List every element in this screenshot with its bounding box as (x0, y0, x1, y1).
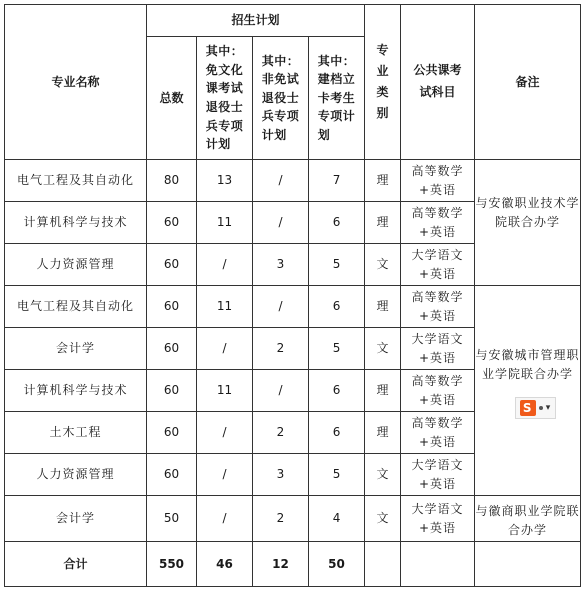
exempt-veterans-cell: / (197, 244, 253, 286)
exempt-veterans-cell: / (197, 412, 253, 454)
header-public-course: 公共课考 试科目 (401, 5, 475, 160)
enrollment-plan-table (4, 4, 581, 587)
exempt-veterans-cell: / (197, 496, 253, 542)
nonexempt-veterans-cell: / (253, 202, 309, 244)
poverty-students-cell: 5 (309, 328, 365, 370)
major-name-cell: 土木工程 (5, 412, 147, 454)
poverty-students-cell: 5 (309, 244, 365, 286)
public-course-cell: 高等数学 +英语 (401, 412, 475, 454)
total-cell: 60 (147, 202, 197, 244)
category-cell: 文 (365, 328, 401, 370)
totals-remarks (475, 542, 581, 587)
totals-poverty-students: 50 (309, 542, 365, 587)
totals-category (365, 542, 401, 587)
totals-label: 合计 (5, 542, 147, 587)
total-cell: 60 (147, 370, 197, 412)
total-cell: 60 (147, 286, 197, 328)
poverty-students-cell: 7 (309, 160, 365, 202)
total-cell: 80 (147, 160, 197, 202)
major-name-cell: 计算机科学与技术 (5, 202, 147, 244)
total-cell: 60 (147, 328, 197, 370)
exempt-veterans-cell: 11 (197, 370, 253, 412)
header-sub-nonexempt-veterans: 其中： 非免试 退役士 兵专项 计划 (253, 37, 309, 160)
poverty-students-cell: 6 (309, 202, 365, 244)
category-cell: 理 (365, 370, 401, 412)
nonexempt-veterans-cell: / (253, 286, 309, 328)
exempt-veterans-cell: 11 (197, 286, 253, 328)
chevron-down-icon: ▾ (545, 402, 552, 413)
major-name-cell: 人力资源管理 (5, 454, 147, 496)
header-sub-exempt-veterans: 其中： 免文化 课考试 退役士 兵专项 计划 (197, 37, 253, 160)
poverty-students-cell: 6 (309, 286, 365, 328)
totals-total: 550 (147, 542, 197, 587)
category-cell: 文 (365, 496, 401, 542)
poverty-students-cell: 6 (309, 370, 365, 412)
table-row (5, 496, 581, 542)
ime-dot-icon (539, 406, 543, 410)
poverty-students-cell: 6 (309, 412, 365, 454)
header-total: 总数 (147, 37, 197, 160)
remarks-cell-group1: 与安徽职业技术学院联合办学 (475, 160, 581, 286)
category-cell: 理 (365, 202, 401, 244)
public-course-cell: 高等数学 +英语 (401, 370, 475, 412)
nonexempt-veterans-cell: 3 (253, 244, 309, 286)
category-cell: 文 (365, 244, 401, 286)
remarks-cell-group3: 与徽商职业学院联合办学 (475, 496, 581, 542)
sogou-ime-icon[interactable] (515, 397, 557, 419)
table-row (5, 160, 581, 202)
totals-nonexempt-veterans: 12 (253, 542, 309, 587)
total-cell: 50 (147, 496, 197, 542)
header-remarks: 备注 (475, 5, 581, 160)
category-cell: 理 (365, 286, 401, 328)
public-course-cell: 大学语文 +英语 (401, 496, 475, 542)
nonexempt-veterans-cell: 2 (253, 328, 309, 370)
table-row (5, 286, 581, 328)
public-course-cell: 高等数学 +英语 (401, 160, 475, 202)
major-name-cell: 电气工程及其自动化 (5, 286, 147, 328)
totals-exempt-veterans: 46 (197, 542, 253, 587)
header-plan-group: 招生计划 (147, 5, 365, 37)
category-cell: 文 (365, 454, 401, 496)
major-name-cell: 计算机科学与技术 (5, 370, 147, 412)
ime-logo: S (520, 400, 536, 416)
total-cell: 60 (147, 412, 197, 454)
public-course-cell: 高等数学 +英语 (401, 286, 475, 328)
poverty-students-cell: 4 (309, 496, 365, 542)
header-major-name: 专业名称 (5, 5, 147, 160)
nonexempt-veterans-cell: 2 (253, 412, 309, 454)
category-cell: 理 (365, 160, 401, 202)
remarks-cell-group2: 与安徽城市管理职业学院联合办学 S ▾ (475, 286, 581, 496)
major-name-cell: 会计学 (5, 328, 147, 370)
major-name-cell: 人力资源管理 (5, 244, 147, 286)
totals-public-course (401, 542, 475, 587)
nonexempt-veterans-cell: / (253, 370, 309, 412)
poverty-students-cell: 5 (309, 454, 365, 496)
exempt-veterans-cell: 11 (197, 202, 253, 244)
major-name-cell: 会计学 (5, 496, 147, 542)
public-course-cell: 大学语文 +英语 (401, 454, 475, 496)
total-cell: 60 (147, 244, 197, 286)
header-category: 专 业 类 别 (365, 5, 401, 160)
nonexempt-veterans-cell: / (253, 160, 309, 202)
header-sub-poverty-students: 其中： 建档立 卡考生 专项计 划 (309, 37, 365, 160)
total-cell: 60 (147, 454, 197, 496)
public-course-cell: 大学语文 +英语 (401, 244, 475, 286)
major-name-cell: 电气工程及其自动化 (5, 160, 147, 202)
totals-row (5, 542, 581, 587)
exempt-veterans-cell: / (197, 454, 253, 496)
exempt-veterans-cell: / (197, 328, 253, 370)
exempt-veterans-cell: 13 (197, 160, 253, 202)
public-course-cell: 高等数学 +英语 (401, 202, 475, 244)
nonexempt-veterans-cell: 2 (253, 496, 309, 542)
category-cell: 理 (365, 412, 401, 454)
public-course-cell: 大学语文 +英语 (401, 328, 475, 370)
nonexempt-veterans-cell: 3 (253, 454, 309, 496)
